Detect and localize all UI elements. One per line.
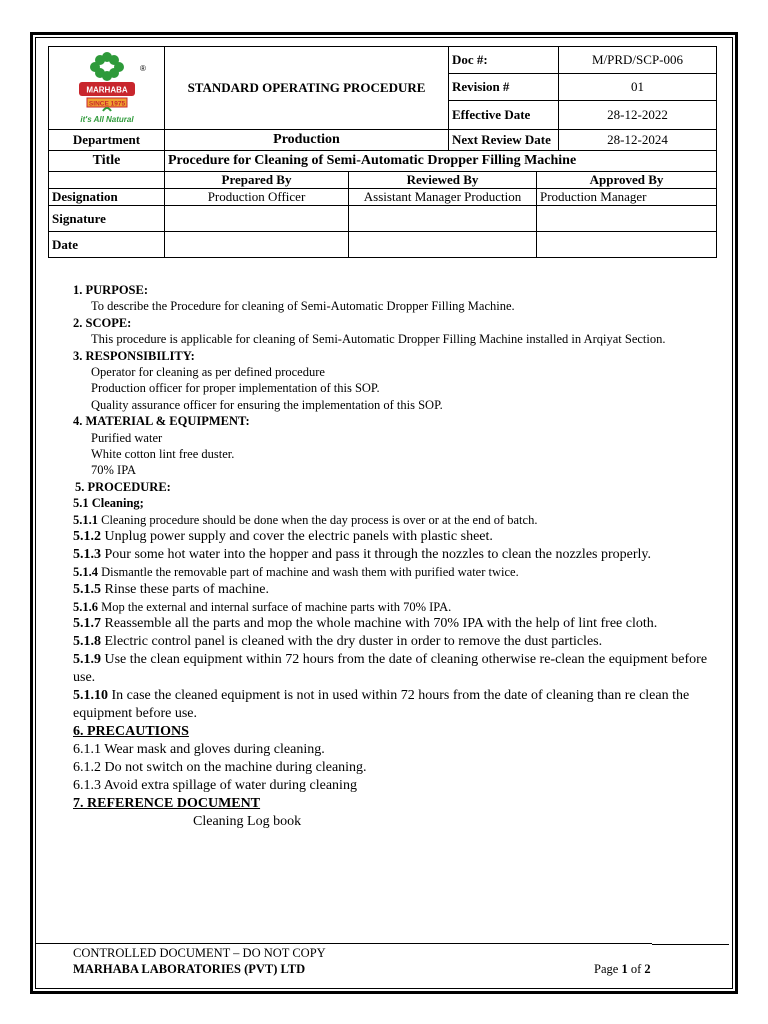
step-number: 5.1.1 [73, 512, 98, 527]
designation-label: Designation [49, 189, 165, 206]
step-number: 5.1.4 [73, 565, 98, 580]
scope-heading: 2. SCOPE: [73, 315, 132, 330]
revision-value: 01 [559, 74, 717, 101]
department-value: Production [165, 130, 449, 151]
material-item: 70% IPA [91, 463, 137, 478]
step [73, 599, 723, 615]
svg-text:SINCE 1975: SINCE 1975 [88, 100, 125, 108]
reviewed-by-header: Reviewed By [349, 172, 537, 189]
step-text: Unplug power supply and cover the electric panels with plastic sheet. [101, 529, 493, 545]
step [73, 633, 723, 651]
company-name: MARHABA LABORATORIES (PVT) LTD [73, 962, 306, 976]
precaution-item: 6.1.3 Avoid extra spillage of water during cleaning [73, 777, 357, 793]
step [73, 528, 723, 546]
reviewed-date [349, 232, 537, 258]
step-text: Mop the external and internal surface of machine parts with 70% IPA. [98, 599, 452, 614]
footer-divider [36, 943, 652, 944]
procedure-heading: 5. PROCEDURE: [75, 479, 171, 494]
next-review-value: 28-12-2024 [559, 130, 717, 151]
logo-cell [49, 47, 165, 130]
effective-date-value: 28-12-2022 [559, 101, 717, 130]
approved-designation: Production Manager [537, 189, 717, 206]
step [73, 687, 723, 723]
footer [73, 945, 673, 977]
step-text: Electric control panel is cleaned with the dry duster in order to remove the dust particles. [101, 633, 603, 649]
svg-text:®: ® [139, 64, 146, 73]
svg-text:MARHABA: MARHABA [85, 85, 128, 95]
responsibility-item: Production officer for proper implementation of this SOP. [91, 381, 380, 396]
title-value: Procedure for Cleaning of Semi-Automatic Dropper Filling Machine [165, 151, 717, 172]
step-text: Use the clean equipment within 72 hours from the date of cleaning otherwise re-clean the equipment before use. [73, 651, 708, 685]
marhaba-logo [57, 49, 157, 127]
step-text: Rinse these parts of machine. [101, 581, 269, 597]
approved-by-header: Approved By [537, 172, 717, 189]
sop-title: STANDARD OPERATING PROCEDURE [165, 47, 449, 130]
precaution-item: 6.1.2 Do not switch on the machine during cleaning. [73, 759, 367, 775]
page-total: 2 [644, 962, 651, 976]
doc-number-label: Doc #: [449, 47, 559, 74]
revision-label: Revision # [449, 74, 559, 101]
page-prefix: Page [594, 962, 622, 976]
step [73, 651, 723, 687]
purpose-text: To describe the Procedure for cleaning of Semi-Automatic Dropper Filling Machine. [91, 299, 515, 314]
step-text: In case the cleaned equipment is not in used within 72 hours from the date of cleaning than re clean the equipment before use. [73, 687, 690, 721]
step-number: 5.1.8 [73, 633, 101, 649]
responsibility-item: Operator for cleaning as per defined procedure [91, 365, 325, 380]
department-label: Department [49, 130, 165, 151]
step [73, 564, 723, 580]
sop-body [73, 282, 723, 831]
page-of: of [627, 962, 645, 976]
prepared-date [165, 232, 349, 258]
material-item: White cotton lint free duster. [91, 447, 235, 462]
step-number: 5.1.2 [73, 529, 101, 545]
reviewed-signature [349, 206, 537, 232]
date-label: Date [49, 232, 165, 258]
approved-signature [537, 206, 717, 232]
blank-cell [49, 172, 165, 189]
approved-date [537, 232, 717, 258]
prepared-designation: Production Officer [165, 189, 349, 206]
doc-number-value: M/PRD/SCP-006 [559, 47, 717, 74]
responsibility-item: Quality assurance officer for ensuring the implementation of this SOP. [91, 397, 443, 412]
controlled-document-notice: CONTROLLED DOCUMENT – DO NOT COPY [73, 946, 326, 960]
cleaning-heading: 5.1 Cleaning; [73, 496, 144, 511]
page-current: 1 [621, 962, 628, 976]
precautions-heading: 6. PRECAUTIONS [73, 723, 189, 739]
reference-heading: 7. REFERENCE DOCUMENT [73, 795, 261, 811]
step [73, 546, 723, 564]
reference-text: Cleaning Log book [193, 813, 302, 829]
step-number: 5.1.3 [73, 547, 101, 563]
material-heading: 4. MATERIAL & EQUIPMENT: [73, 414, 250, 429]
step-number: 5.1.5 [73, 581, 101, 597]
step-number: 5.1.10 [73, 687, 108, 703]
page-number [594, 962, 651, 977]
reviewed-designation: Assistant Manager Production [349, 189, 537, 206]
step-text: Pour some hot water into the hopper and pass it through the nozzles to clean the nozzles properly. [101, 547, 651, 563]
responsibility-heading: 3. RESPONSIBILITY: [73, 348, 195, 363]
next-review-label: Next Review Date [449, 130, 559, 151]
step-text: Cleaning procedure should be done when the day process is over or at the end of batch. [98, 512, 538, 527]
precaution-item: 6.1.1 Wear mask and gloves during cleaning. [73, 741, 325, 757]
purpose-heading: 1. PURPOSE: [73, 283, 148, 297]
effective-date-label: Effective Date [449, 101, 559, 130]
step-text: Dismantle the removable part of machine and wash them with purified water twice. [98, 565, 519, 580]
material-item: Purified water [91, 430, 163, 445]
step-number: 5.1.9 [73, 651, 101, 667]
step-text: Reassemble all the parts and mop the whole machine with 70% IPA with the help of lint free cloth. [101, 615, 658, 631]
prepared-signature [165, 206, 349, 232]
prepared-by-header: Prepared By [165, 172, 349, 189]
clover-icon [57, 49, 157, 129]
step [73, 581, 723, 599]
sop-header-table [48, 46, 717, 258]
step-number: 5.1.7 [73, 615, 101, 631]
signature-label: Signature [49, 206, 165, 232]
step [73, 512, 723, 528]
title-label: Title [49, 151, 165, 172]
scope-text: This procedure is applicable for cleaning of Semi-Automatic Dropper Filling Machine installed in Arqiyat Section. [91, 332, 666, 347]
svg-text:it's All Natural: it's All Natural [79, 115, 134, 124]
step [73, 615, 723, 633]
step-number: 5.1.6 [73, 599, 98, 614]
